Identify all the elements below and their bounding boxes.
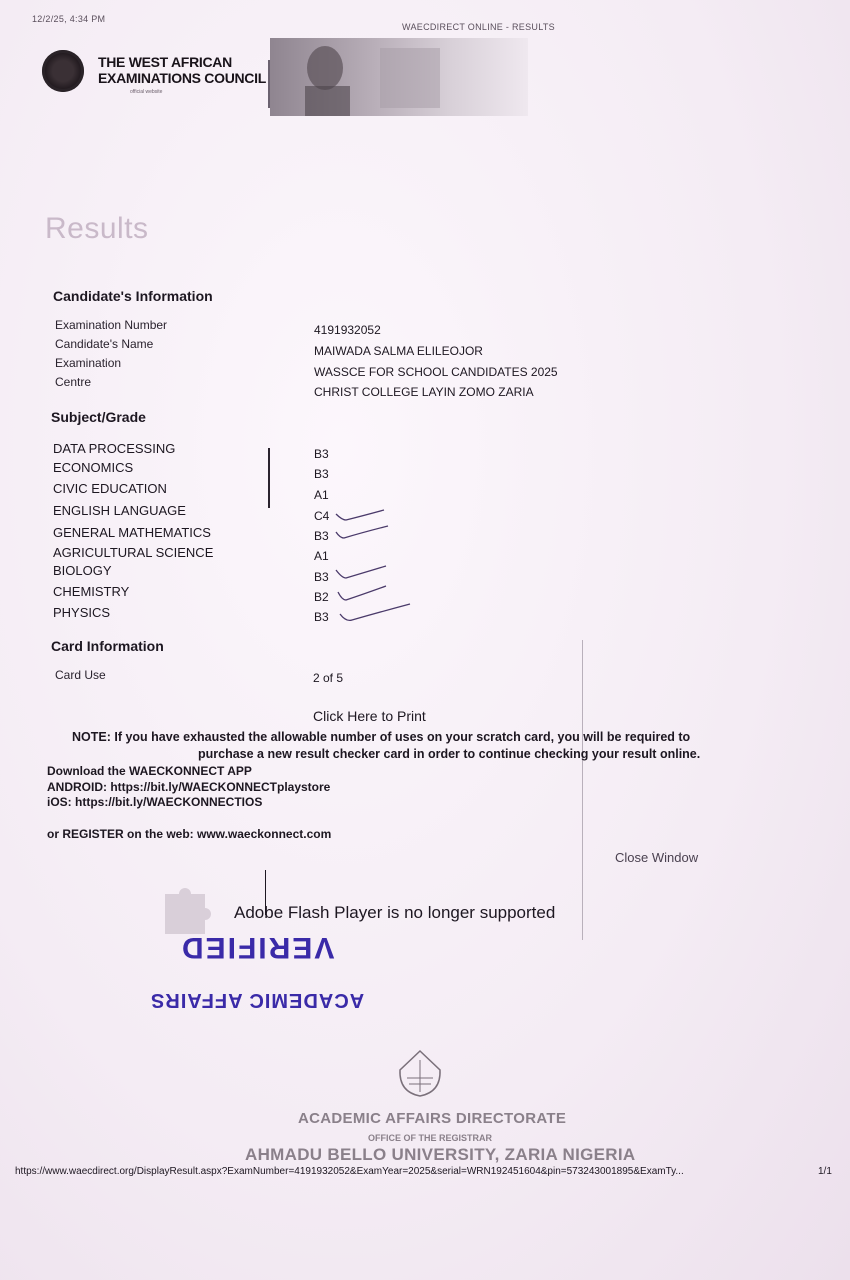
note-line2: purchase a new result checker card in order to continue checking your result online. bbox=[198, 747, 701, 761]
card-use-label: Card Use bbox=[55, 668, 106, 682]
subject-name: PHYSICS bbox=[53, 605, 111, 620]
subject-grade-heading: Subject/Grade bbox=[51, 409, 146, 425]
subject-grade: B3 bbox=[314, 447, 329, 461]
subject-grade: A1 bbox=[314, 549, 329, 563]
stamp-academic-text: ACADEMIC AFFAIRS bbox=[150, 989, 365, 1011]
subject-name: CIVIC EDUCATION bbox=[53, 481, 167, 496]
handwritten-tick-marks bbox=[332, 508, 422, 628]
subject-grade: B2 bbox=[314, 590, 329, 604]
close-window-button[interactable]: Close Window bbox=[615, 850, 699, 865]
verification-stamp bbox=[150, 930, 380, 1050]
android-link[interactable]: ANDROID: https://bit.ly/WAECKONNECTplaystore bbox=[47, 780, 331, 794]
logo-line1: THE WEST AFRICAN bbox=[98, 54, 232, 70]
header-banner-image bbox=[270, 38, 528, 116]
waec-emblem-icon bbox=[42, 50, 84, 92]
examination-label: Examination bbox=[55, 356, 122, 370]
directorate-title: ACADEMIC AFFAIRS DIRECTORATE bbox=[298, 1110, 567, 1127]
register-link[interactable]: or REGISTER on the web: www.waeckonnect.com bbox=[47, 827, 332, 841]
registrar-office: OFFICE OF THE REGISTRAR bbox=[368, 1133, 493, 1143]
centre-label: Centre bbox=[55, 375, 92, 389]
scratch-card-note bbox=[72, 728, 752, 747]
candidate-name-label: Candidate's Name bbox=[55, 337, 154, 351]
subject-grade: B3 bbox=[314, 610, 329, 624]
logo-subtitle: official website bbox=[130, 89, 163, 95]
note-prefix: NOTE: bbox=[72, 730, 111, 744]
waec-logo-text bbox=[98, 54, 266, 86]
subject-name: BIOLOGY bbox=[53, 563, 112, 578]
logo-line2: EXAMINATIONS COUNCIL bbox=[98, 70, 266, 86]
pen-mark-line bbox=[268, 448, 270, 508]
subject-name: GENERAL MATHEMATICS bbox=[53, 525, 211, 540]
subject-name: AGRICULTURAL SCIENCE bbox=[53, 545, 214, 560]
university-seal-icon bbox=[395, 1048, 445, 1098]
note-line1: If you have exhausted the allowable number of uses on your scratch card, you will be required to bbox=[110, 730, 691, 744]
banner-figure-icon bbox=[270, 38, 528, 116]
card-use-value: 2 of 5 bbox=[313, 671, 344, 685]
subject-name: ENGLISH LANGUAGE bbox=[53, 503, 186, 518]
candidate-name-value: MAIWADA SALMA ELILEOJOR bbox=[314, 344, 483, 358]
download-app-title: Download the WAECKONNECT APP bbox=[47, 764, 252, 778]
examination-value: WASSCE FOR SCHOOL CANDIDATES 2025 bbox=[314, 365, 558, 379]
candidate-info-heading: Candidate's Information bbox=[53, 288, 213, 304]
subject-grade: C4 bbox=[314, 509, 330, 523]
exam-number-label: Examination Number bbox=[55, 318, 168, 332]
column-divider bbox=[582, 640, 583, 940]
print-page-title: WAECDIRECT ONLINE - RESULTS bbox=[402, 22, 555, 32]
subject-grade: B3 bbox=[314, 570, 329, 584]
centre-value: CHRIST COLLEGE LAYIN ZOMO ZARIA bbox=[314, 385, 534, 399]
subject-grade: B3 bbox=[314, 467, 329, 481]
card-info-heading: Card Information bbox=[51, 638, 164, 654]
exam-number-value: 4191932052 bbox=[314, 323, 381, 337]
subject-name: CHEMISTRY bbox=[53, 584, 130, 599]
print-link[interactable]: Click Here to Print bbox=[313, 708, 426, 724]
page-heading: Results bbox=[45, 212, 149, 245]
print-timestamp: 12/2/25, 4:34 PM bbox=[32, 14, 106, 24]
stamp-verified-text: VERIFIED bbox=[180, 931, 335, 964]
subject-name: ECONOMICS bbox=[53, 460, 134, 475]
subject-grade: A1 bbox=[314, 488, 329, 502]
subject-name: DATA PROCESSING bbox=[53, 441, 176, 456]
print-page-number: 1/1 bbox=[818, 1166, 832, 1177]
print-footer-url: https://www.waecdirect.org/DisplayResult.aspx?ExamNumber=4191932052&ExamYear=2025&serial=WRN192451604&pin=573243001895&ExamTy... bbox=[15, 1166, 684, 1177]
flash-unsupported-notice: Adobe Flash Player is no longer supported bbox=[234, 903, 556, 922]
subject-grade: B3 bbox=[314, 529, 329, 543]
ios-link[interactable]: iOS: https://bit.ly/WAECKONNECTIOS bbox=[47, 795, 263, 809]
university-name: AHMADU BELLO UNIVERSITY, ZARIA NIGERIA bbox=[245, 1145, 636, 1164]
